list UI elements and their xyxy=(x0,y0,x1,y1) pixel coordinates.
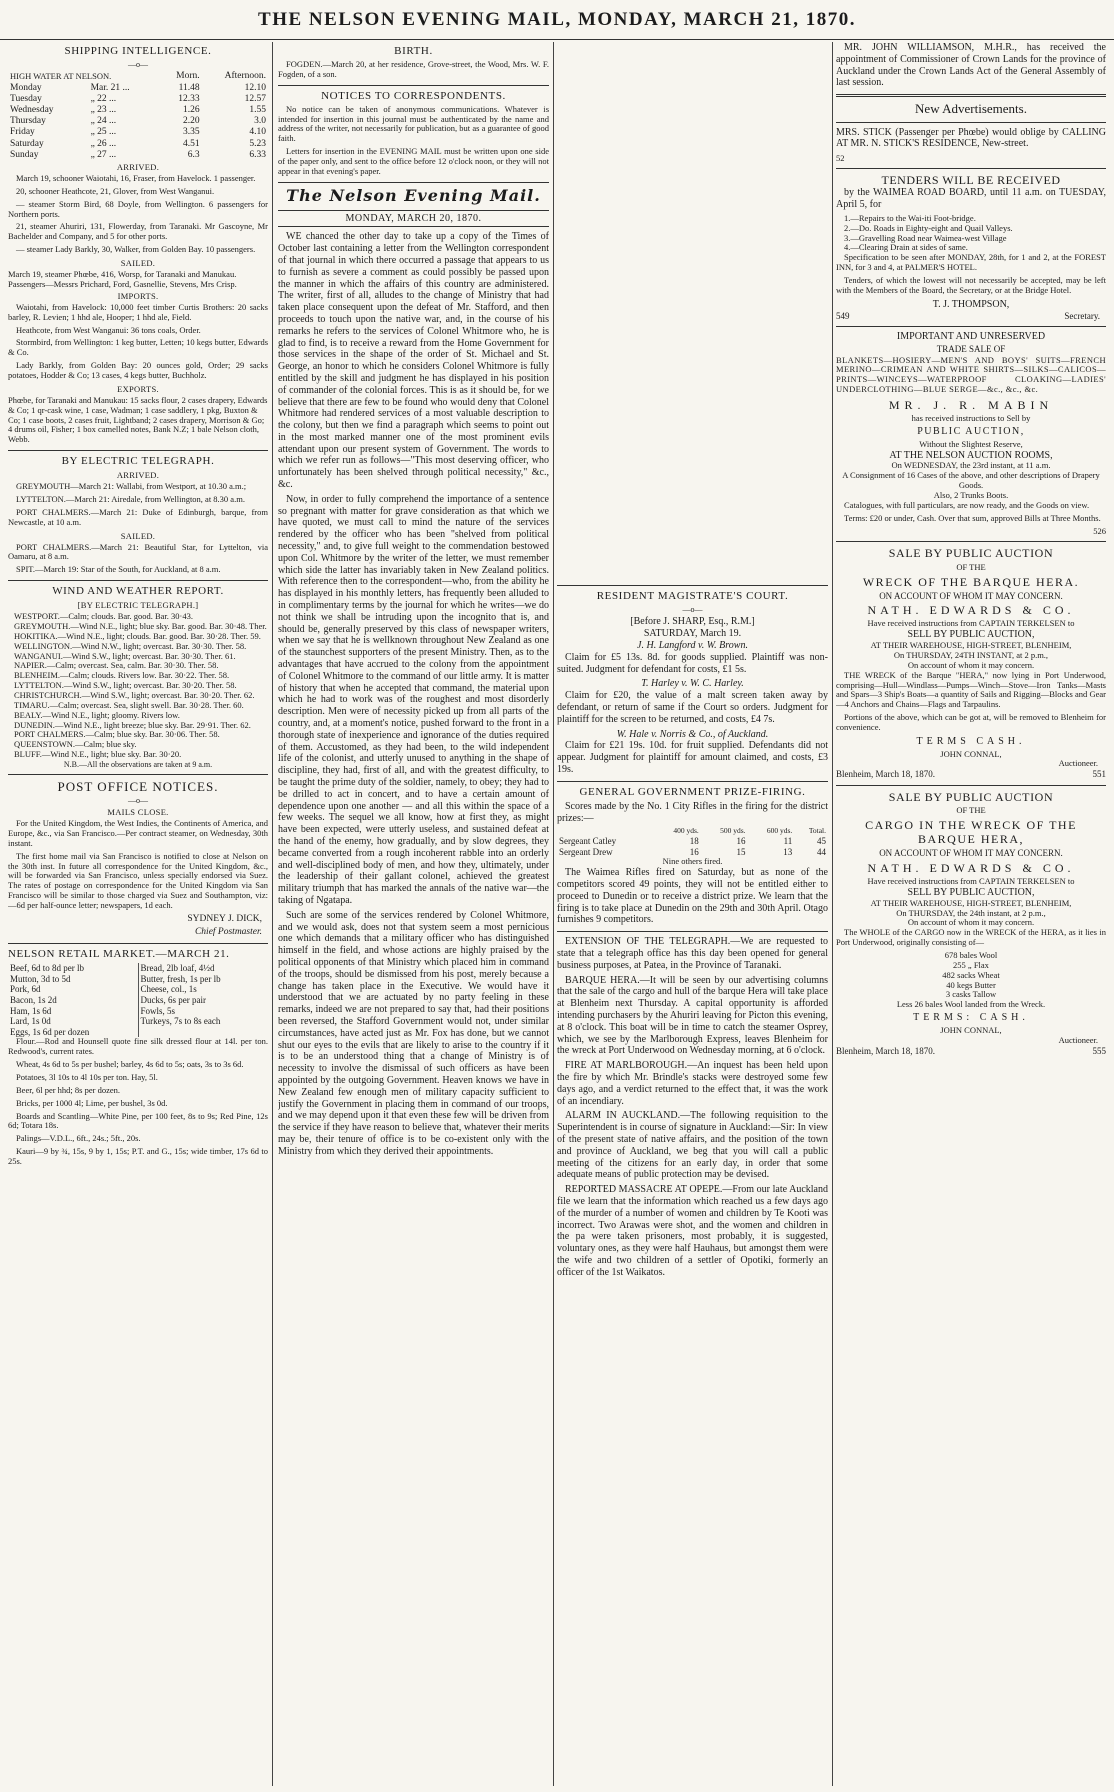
hera1-l1: Have received instructions from CAPTAIN TERKELSEN to xyxy=(867,618,1075,629)
tide-morn: 6.3 xyxy=(187,149,200,160)
tide-morn: 12.33 xyxy=(178,93,200,104)
weather-heading: WIND AND WEATHER REPORT. xyxy=(52,585,224,598)
tide-date: „ 24 ... xyxy=(90,116,117,127)
arrived-text: March 19, schooner Waiotahi, 16, Fraser, from Havelock. 1 passenger. 20, schooner Heathcote, 21, Glover, from West Wanganui. — steamer Storm Bird, 68 Doyle, from Wellington. 6 passengers for Northern ports. 21, steamer Ahuriri, 131, Flowerday, from Taranaki. Mr Gascoyne, Mr Bachelder and Company, and 5 for other ports. — steamer Lady Barkly, 30, Walker, from Golden Bay. 10 passengers. xyxy=(8,173,268,255)
mabin-l5: On WEDNESDAY, the 23rd instant, at 11 a.m. xyxy=(891,460,1051,471)
score-cell: Sergeant Drew xyxy=(559,846,613,857)
birth-text: FOGDEN.—March 20, at her residence, Grove-street, the Wood, Mrs. W. F. Fogden, of a son. xyxy=(278,58,549,79)
column-rule xyxy=(832,42,833,1786)
hera2-l2: SELL BY PUBLIC AUCTION, xyxy=(907,886,1035,898)
hera2-t1: SALE BY PUBLIC AUCTION xyxy=(888,789,1054,804)
cargo-item: 678 bales Wool xyxy=(944,949,998,960)
hera1-l2: SELL BY PUBLIC AUCTION, xyxy=(907,629,1035,641)
ad-stick-num: 52 xyxy=(836,153,845,164)
mabin-num: 526 xyxy=(1093,525,1106,536)
divider xyxy=(557,931,828,932)
hera2-footer xyxy=(836,1046,1106,1057)
market-row xyxy=(8,984,268,995)
leader-para-3: Such are some of the services rendered by Colonel Whitmore, and we would ask, does not that system seem a most pernicious one which demands that a military officer who has distinguished himself in the field, and whose actions are highly praised by the political opponents of that Ministry which placed him in command of the troops, should be dismissed from his post, merely because a change has taken place in the Executive. We would have it understood that we are actuated by no party feeling in these remarks, indeed we are not prepared to say that, had their positions been reversed, the Stafford Government would not, under similar circumstances, have acted just as Mr. Fox has done, but we cannot shut our eyes to the evils that are likely to arise to the country if it is to be an understood thing that a change of Ministry is of necessity to involve the dismissal of such officers as have been appointed by the outgoing Government. Heaven knows we have in New Zealand few enough men of military capacity sufficient to justify the Government in placing them in command of our troops, and we may depend upon it that even these few will be driven from the service if they have reason to believe that, whatever their merits may be, their tenure of office is to be co-existent only with the Ministry from which they derived their appointments. xyxy=(278,909,549,1157)
post-p2: The first home mail via San Francisco is notified to close at Nelson on the 30th inst. In future all correspondence for the United Kingdom, &c., will be forwarded via San Francisco, unless specially endorsed via Suez. The rates of postage on correspondence for the United Kingdom via San Francisco will be similar to those charged via Suez and Southampton, viz:—6d per half-ounce letter; newspapers, 1d each. xyxy=(8,850,268,910)
weather-line: WANGANUI.—Wind S.W., light; overcast. Bar. 30·30. Ther. 61. xyxy=(14,650,236,661)
tel-sailed-text: PORT CHALMERS.—March 21: Beautiful Star, for Lyttelton, via Oamaru, at 8 a.m. SPIT.—March 19: Star of the South, for Auckland, at 8 a.m. xyxy=(8,541,268,575)
tide-day: Friday xyxy=(10,127,35,138)
weather-line: NAPIER.—Calm; overcast. Sea, calm. Bar. 30·30. Ther. 58. xyxy=(14,660,219,671)
hera1-l4: On THURSDAY, 24TH INSTANT, at 2 p.m., xyxy=(893,649,1049,660)
mabin-top1: IMPORTANT AND UNRESERVED xyxy=(896,331,1046,343)
column-3 xyxy=(557,42,828,1786)
hera1-t1: SALE BY PUBLIC AUCTION xyxy=(888,546,1054,561)
market-cell: Pork, 6d xyxy=(10,984,41,995)
tender-items xyxy=(836,214,1106,253)
case3-title: W. Hale v. Norris & Co., of Auckland. xyxy=(616,728,769,740)
case1-title: J. H. Langford v. W. Brown. xyxy=(637,640,748,651)
market-row xyxy=(8,1006,268,1017)
arrived-heading: ARRIVED. xyxy=(116,162,160,173)
mabin-name: MR. J. R. MABIN xyxy=(888,398,1054,412)
weather-line: LYTTELTON.—Wind S.W., light; overcast. Bar. 30·20. Ther. 58. xyxy=(14,680,237,691)
divider xyxy=(836,541,1106,542)
divider xyxy=(557,781,828,782)
post-p1: For the United Kingdom, the West Indies, the Continents of America, and Europe, &c., via San Francisco.—Per contract steamer, on Wednesday, 30th instant. xyxy=(8,818,268,848)
weather-line: TIMARU.—Calm; overcast. Sea, slight swell. Bar. 30·28. Ther. 60. xyxy=(14,699,244,710)
tenders-intro: by the WAIMEA ROAD BOARD, until 11 a.m. on TUESDAY, April 5, for xyxy=(836,187,1106,211)
score-cell: 16 xyxy=(736,836,746,847)
market-cell: Ham, 1s 6d xyxy=(10,1005,52,1016)
tide-row xyxy=(8,116,268,127)
market-cell: Mutton, 3d to 5d xyxy=(10,973,71,984)
tide-row xyxy=(8,139,268,150)
weather-report xyxy=(8,612,268,760)
tide-row xyxy=(8,150,268,161)
market-heading: NELSON RETAIL MARKET.—MARCH 21. xyxy=(8,948,230,961)
hera2-num: 555 xyxy=(1092,1045,1106,1056)
score-header: 500 yds. xyxy=(720,826,746,836)
news-telegraph: EXTENSION OF THE TELEGRAPH.—We are requested to state that a telegraph office has this day been opened for general business purposes, at Patea, in the Province of Taranaki. xyxy=(557,936,828,971)
tide-day: Wednesday xyxy=(10,105,54,116)
cargo-item: 482 sacks Wheat xyxy=(942,969,1000,980)
tender-item: 3.—Gravelling Road near Waimea-west Village xyxy=(844,232,1007,243)
score-header xyxy=(557,827,654,836)
tenders-role: Secretary. xyxy=(1064,310,1100,321)
weather-note: N.B.—All the observations are taken at 9 a.m. xyxy=(63,760,213,770)
mabin-top2: TRADE SALE OF xyxy=(936,343,1006,354)
news-hera: BARQUE HERA.—It will be seen by our advertising columns that the sale of the cargo and hull of the barque Hera will take place at Blenheim next Thursday. A capital opportunity is afforded intending purchasers by the Ahuriri leaving for Picton this evening, at 8 o'clock. This boat will be in time to catch the steamer Osprey, which, we see by the Marlborough Express, leaves Blenheim for the wreck at Port Underwood on Wednesday morning, at 6 o'clock. xyxy=(557,974,828,1057)
hera1-role: Auctioneer. xyxy=(1058,758,1098,769)
hera2-less: Less 26 bales Wool landed from the Wreck. xyxy=(896,999,1046,1010)
hera1-l7: Portions of the above, which can be got at, will be removed to Blenheim for convenience. xyxy=(836,712,1106,732)
tide-date: „ 23 ... xyxy=(90,105,117,116)
tide-date: „ 25 ... xyxy=(90,127,117,138)
weather-line: GREYMOUTH.—Wind N.E., light; blue sky. Bar. good. Bar. 30·48. Ther. xyxy=(14,621,267,631)
tide-day: Monday xyxy=(10,82,42,93)
prize-note: Nine others fired. xyxy=(662,856,723,867)
score-cell: 44 xyxy=(817,846,826,857)
divider xyxy=(836,326,1106,327)
divider xyxy=(8,943,268,944)
weather-line: CHRISTCHURCH.—Wind S.W., light; overcast. Bar. 30·20. Ther. 62. xyxy=(14,690,255,701)
hera1-place: Blenheim, March 18, 1870. xyxy=(836,769,935,780)
mabin-l8: Catalogues, with full particulars, are now ready, and the Goods on view. xyxy=(844,499,1090,510)
nameplate: The Nelson Evening Mail. xyxy=(286,185,541,205)
tide-caption: HIGH WATER AT NELSON. xyxy=(10,71,112,82)
hera1-footer xyxy=(836,769,1106,780)
tide-row xyxy=(8,83,268,94)
tide-aft: 4.10 xyxy=(249,127,266,138)
tide-aft: 1.55 xyxy=(249,105,266,116)
hera2-t3: CARGO IN THE WRECK OF THE BARQUE HERA, xyxy=(865,817,1077,847)
mabin-l3: Without the Slightest Reserve, xyxy=(919,438,1023,449)
post-heading: POST OFFICE NOTICES. xyxy=(57,779,219,795)
prize-intro: Scores made by the No. 1 City Rifles in the firing for the district prizes:— xyxy=(557,800,828,824)
prize-text: The Waimea Rifles fired on Saturday, but as none of the competitors scored 49 points, they will not be entitled either to proceed to Dunedin or to receive a district prize. We learn that the firing is to take place at Dunedin on the 29th and 30th April. Otago furnishes 9 competitors. xyxy=(557,867,828,926)
sailed-text: March 19, steamer Phœbe, 416, Worsp, for Taranaki and Manukau. Passengers—Messrs Prichard, Ford, Gasnellie, Stevens, Mrs Crisp. xyxy=(8,269,237,289)
divider xyxy=(8,580,268,581)
leader-date: MONDAY, MARCH 20, 1870. xyxy=(345,212,482,224)
williamson-notice: MR. JOHN WILLIAMSON, M.H.R., has received the appointment of Commissioner of Crown Lands for the province of Auckland under the Crown Lands Act of the General Assembly of last session. xyxy=(836,42,1106,89)
tide-aft-header: Afternoon. xyxy=(224,71,266,82)
mabin-terms: Terms: £20 or under, Cash. Over that sum, approved Bills at Three Months. xyxy=(844,512,1101,523)
prize-heading: GENERAL GOVERNMENT PRIZE-FIRING. xyxy=(579,785,806,798)
score-header: Total. xyxy=(808,826,826,836)
divider xyxy=(836,785,1106,786)
exports-heading: EXPORTS. xyxy=(117,383,159,394)
tenders-title: TENDERS WILL BE RECEIVED xyxy=(881,173,1061,188)
tide-date: „ 22 ... xyxy=(90,93,117,104)
tide-morn: 2.20 xyxy=(183,116,200,127)
market-table xyxy=(8,963,268,1037)
news-fire: FIRE AT MARLBOROUGH.—An inquest has been held upon the fire by which Mr. Brindle's stacks were destroyed some few days ago, and a verdict returned to the effect that, it was the work of an incendiary. xyxy=(557,1060,828,1107)
weather-line: QUEENSTOWN.—Calm; blue sky. xyxy=(14,739,137,750)
column-1 xyxy=(8,42,268,1786)
weather-line: WELLINGTON.—Wind N.W., light; overcast. Bar. 30·30. Ther. 58. xyxy=(14,640,247,651)
masthead xyxy=(0,0,1114,40)
weather-line: BLUFF.—Wind N.E., light; blue sky. Bar. 30·20. xyxy=(14,749,182,760)
mabin-l7: Also, 2 Trunks Boots. xyxy=(933,490,1009,501)
cargo-item: 3 casks Tallow xyxy=(945,989,997,1000)
divider xyxy=(557,585,828,586)
score-cell: 16 xyxy=(689,846,699,857)
hera2-sig: JOHN CONNAL, xyxy=(940,1024,1002,1035)
market-cell: Beef, 6d to 8d per lb xyxy=(10,963,84,974)
score-table xyxy=(557,827,828,857)
tenders-p1: Specification to be seen after MONDAY, 28th, for 1 and 2, at the FOREST INN, for 3 and 4, at PALMER'S HOTEL. xyxy=(836,252,1106,273)
court-before: [Before J. SHARP, Esq., R.M.] xyxy=(630,616,755,628)
tide-aft: 12.57 xyxy=(244,93,266,104)
mabin-goods: BLANKETS—HOSIERY—MEN'S AND BOYS' SUITS—FRENCH MERINO—CRIMEAN AND WHITE SHIRTS—SILKS—CALICOS—PRINTS—WINCEYS—WATERPROOF CLOAKING—LADIES' UNDERCLOTHING—BLUE SERGE—&c., &c., &c. xyxy=(836,354,1106,395)
market-cell: Ducks, 6s per pair xyxy=(138,995,268,1006)
hera2-role: Auctioneer. xyxy=(1058,1034,1098,1045)
market-cell: Eggs, 1s 6d per dozen xyxy=(10,1026,90,1037)
tender-item: 1.—Repairs to the Wai-iti Foot-bridge. xyxy=(844,212,976,223)
ornament: —o— xyxy=(682,604,703,614)
market-cell: Lard, 1s 0d xyxy=(10,1016,51,1027)
hera1-terms: TERMS CASH. xyxy=(916,735,1026,747)
hera2-place: Blenheim, March 18, 1870. xyxy=(836,1045,935,1056)
divider xyxy=(8,774,268,775)
tide-day: Sunday xyxy=(10,149,39,160)
tender-item: 2.—Do. Roads in Eighty-eight and Quail Valleys. xyxy=(844,222,1013,233)
hera2-t4: ON ACCOUNT OF WHOM IT MAY CONCERN. xyxy=(879,848,1063,859)
market-row xyxy=(8,963,268,974)
case1-text: Claim for £5 13s. 8d. for goods supplied. Plaintiff was non-suited. Judgment for defendant for costs, £1 5s. xyxy=(557,651,828,675)
imports-heading: IMPORTS. xyxy=(117,290,159,301)
tenders-p2: Tenders, of which the lowest will not necessarily be accepted, may be left with the Members of the Board, the Secretary, or at the Bridge Hotel. xyxy=(836,275,1106,295)
weather-sub: [BY ELECTRIC TELEGRAPH.] xyxy=(77,600,199,611)
tide-row xyxy=(8,94,268,105)
weather-line: DUNEDIN.—Wind N.E., light breeze; blue sky. Bar. 29·91. Ther. 62. xyxy=(14,719,251,730)
hera2-l5: On account of whom it may concern. xyxy=(907,917,1035,928)
hera1-l3: AT THEIR WAREHOUSE, HIGH-STREET, BLENHEIM, xyxy=(870,640,1072,651)
divider xyxy=(8,450,268,451)
tide-row xyxy=(8,105,268,116)
score-cell: 15 xyxy=(736,846,746,857)
case2-text: Claim for £20, the value of a malt screen taken away by defendant, or return of same if the Court so orders. Judgment for plaintiff for the screen to be returned, and costs, £4 7s. xyxy=(557,690,828,725)
correspondents-heading: NOTICES TO CORRESPONDENTS. xyxy=(321,89,506,102)
score-cell: Sergeant Catley xyxy=(559,836,617,847)
leader-continuation-space xyxy=(557,42,828,580)
correspondents-p1: No notice can be taken of anonymous communications. Whatever is intended for insertion in this journal must be authenticated by the name and address of the writer, not necessarily for publication, but as a guarantee of good faith. xyxy=(278,103,549,144)
hera1-t4: ON ACCOUNT OF WHOM IT MAY CONCERN. xyxy=(879,590,1063,601)
market-text: Flour.—Rod and Hounsell quote fine silk dressed flour at 14l. per ton. Redwood's, current rates. Wheat, 4s 6d to 5s per bushel; barley, 4s 6d to 5s; oats, 3s to 3s 6d. Potatoes, 3l 10s to 4l 10s per ton. Hay, 5l. Beer, 6l per hhd; 8s per dozen. Bricks, per 1000 4l; Lime, per bushel, 3s 0d. Boards and Scantling—White Pine, per 100 feet, 8s to 9s; Red Pine, 12s 6d; Totara 18s. Palings—V.D.L., 6ft., 24s.; 5ft., 20s. Kauri—9 by ¾, 15s, 9 by 1, 15s; P.T. and G., 15s; wide timber, 17s 6d to 25s. xyxy=(8,1036,268,1167)
divider xyxy=(836,168,1106,169)
market-row xyxy=(8,1016,268,1027)
market-cell: Cheese, col., 1s xyxy=(138,984,268,995)
weather-line: HOKITIKA.—Wind N.E., light; clouds. Bar. good. Bar. 30·28. Ther. 59. xyxy=(14,630,261,641)
tel-arrived-text: GREYMOUTH—March 21: Wallabi, from Westport, at 10.30 a.m.; LYTTELTON.—March 21: Airedale, from Wellington, at 8.30 a.m. PORT CHALMERS.—March 21: Duke of Edinburgh, barque, from Newcastle, at 10 a.m. xyxy=(8,481,268,527)
tide-table xyxy=(8,71,268,161)
market-cell: Bacon, 1s 2d xyxy=(10,995,57,1006)
mabin-l2: PUBLIC AUCTION, xyxy=(917,426,1025,438)
birth-heading: BIRTH. xyxy=(394,45,433,57)
hera2-firm: NATH. EDWARDS & CO. xyxy=(867,860,1075,875)
court-date: SATURDAY, March 19. xyxy=(643,628,742,640)
news-massacre: REPORTED MASSACRE AT OPEPE.—From our late Auckland file we learn that the information which reached us a few days ago of the murder of a number of women and children by Te Kooti was incorrect. Two Arawas were shot, and the women and children in the pa were taken prisoners, most probably, it is suggested, voluntary ones, as they were half Hauhaus, but amongst them were the wife and two children of a settler of Opotiki, formerly an officer of the 1st Waikatos. xyxy=(557,1184,828,1278)
tide-day: Saturday xyxy=(10,138,44,149)
divider xyxy=(278,85,549,86)
hera1-num: 551 xyxy=(1092,769,1106,780)
column-rule xyxy=(553,42,554,1786)
score-row xyxy=(557,836,828,847)
score-header: 600 yds. xyxy=(766,826,793,836)
hera1-t3: WRECK OF THE BARQUE HERA. xyxy=(862,574,1080,589)
market-cell: Butter, fresh, 1s per lb xyxy=(138,974,268,985)
cargo-item: 40 kegs Butter xyxy=(946,979,996,990)
hera2-terms: TERMS: CASH. xyxy=(913,1012,1029,1024)
tide-aft: 12.10 xyxy=(244,82,266,93)
tide-morn: 3.35 xyxy=(183,127,200,138)
hera2-l4: On THURSDAY, the 24th instant, at 2 p.m., xyxy=(896,907,1046,918)
mabin-l1: has received instructions to Sell by xyxy=(911,413,1031,424)
tenders-num: 549 xyxy=(836,310,850,321)
newspaper-title: THE NELSON EVENING MAIL, MONDAY, MARCH 21, 1870. xyxy=(258,9,856,30)
imports-text: Waiotahi, from Havelock: 10,000 feet timber Curtis Brothers: 20 sacks barley, R. Levien; 1 hhd ale, Hooper; 1 hhd ale, Field. Heathcote, from West Wanganui: 36 tons coals, Order. Stormbird, from Wellington: 1 keg butter, Letten; 10 kegs butter, Edwards & Co. Lady Barkly, from Golden Bay: 20 ounces gold, Order; 29 sacks potatoes, Hodder & Co; 13 cases, 4 kegs butter, Buchholz. xyxy=(8,301,268,380)
divider xyxy=(278,182,549,183)
divider xyxy=(836,94,1106,97)
market-cell: Turkeys, 7s to 8s each xyxy=(138,1016,268,1027)
column-rule xyxy=(272,42,273,1786)
cargo-list xyxy=(836,951,1106,1000)
leader-para-2: Now, in order to fully comprehend the importance of a sentence so pregnant with matter for grave consideration as that which we have quoted, we must call to mind the nature of the services rendered by the officer who has been "shelved from political necessity," and, to give full weight to the commendation bestowed upon Col. Whitmore by the writer of the letter, we must remember which side the latter has invariably taken in New Zealand politics. With reference then to the correspondent—who, from the ability he has displayed in his monthly letters, has frequently been alluded to in complimentary terms by the journal for which he writes—we do not think we shall be intruding upon the incognito that is, and should be, generally preserved by this class of newspaper writers, when we say that he is wellknown throughout New Zealand as one of the staunchest supporters of the present Ministry. Then, as to the advantages that have accrued to the colony from the appointment of Colonel Whitmore to the command of our little army. It is matter of history that when he accepted that command, the material upon which he had to work was of the roughest and most disorderly description. Men were of necessity picked up from all parts of the country, and, at a moment's notice, pushed forward to the front in a thorough state of inexperience and ignorance of the duties required of them. Accustomed, as they had been, to the wild independent life of the colonist, and utterly unused to anything in the shape of discipline, they had, first of all, and with the greatest difficulty, to be taught the prime duty of the soldier, namely, to obey; they had to be drilled to act in concert, and to have a certain amount of dependence upon one another — and all this within the space of a few weeks. The sequel we all know, how at first they, as might have been expected, were utterly useless, and sustained defeat at the hand of the enemy, how gradually, and by slow degrees, they became converted from a rough incoherent rabble into an orderly and well-disciplined body of men, and how they, ultimately, under the leadership of their gallant colonel, achieved the greatest military triumph that has marked the annals of the native war—the taking of Ngatapa. xyxy=(278,493,549,906)
tide-aft: 6.33 xyxy=(249,149,266,160)
hera1-t2: OF THE xyxy=(956,561,986,572)
tel-arrived-heading: ARRIVED. xyxy=(116,470,160,481)
tide-morn-header: Morn. xyxy=(176,71,200,82)
tel-sailed-heading: SAILED. xyxy=(120,530,156,541)
tide-morn: 4.51 xyxy=(183,138,200,149)
score-header: 400 yds. xyxy=(673,826,699,836)
news-alarm: ALARM IN AUCKLAND.—The following requisition to the Superintendent is in course of signature in Auckland:—Sir: In view of the present state of native affairs, and the position of the town and province of Auckland, we beg that you will call a public meeting of the citizens for an early day, in order that some adequate means of public protection may be devised. xyxy=(557,1110,828,1181)
tide-day: Tuesday xyxy=(10,93,42,104)
case3-text: Claim for £21 19s. 10d. for fruit supplied. Defendants did not appear. Judgment for plaintiff for amount claimed, and costs, £3 19s. xyxy=(557,740,828,775)
score-cell: 13 xyxy=(783,846,793,857)
market-row xyxy=(8,995,268,1006)
tide-morn: 1.26 xyxy=(183,105,200,116)
market-row xyxy=(8,974,268,985)
score-cell: 11 xyxy=(783,836,793,847)
mabin-l4: AT THE NELSON AUCTION ROOMS, xyxy=(889,449,1053,461)
tide-morn: 11.48 xyxy=(178,82,200,93)
new-ads-heading: New Advertisements. xyxy=(915,101,1027,117)
hera1-firm: NATH. EDWARDS & CO. xyxy=(867,603,1075,618)
sailed-heading: SAILED. xyxy=(120,258,156,269)
ornament: —o— xyxy=(128,59,148,69)
weather-line: PORT CHALMERS.—Calm; blue sky. Bar. 30·06. Ther. 58. xyxy=(14,729,220,740)
hera2-l6: The WHOLE of the CARGO now in the WRECK of the HERA, as it lies in Port Underwood, originally consisting of— xyxy=(836,927,1106,948)
market-cell: Bread, 2lb loaf, 4½d xyxy=(138,963,268,974)
weather-line: BLENHEIM.—Calm; clouds. Rivers low. Bar. 30·22. Ther. 58. xyxy=(14,670,230,681)
ad-stick-text: MRS. STICK (Passenger per Phœbe) would oblige by CALLING AT MR. N. STICK'S RESIDENCE, New-street. xyxy=(836,126,1106,150)
hera1-l5: On account of whom it may concern. xyxy=(907,659,1035,670)
divider xyxy=(836,122,1106,123)
market-cell: Fowls, 5s xyxy=(138,1006,268,1017)
weather-line: WESTPORT.—Calm; clouds. Bar. good. Bar. 30·43. xyxy=(14,611,194,622)
hera2-t2: OF THE xyxy=(956,805,986,816)
cargo-item: 255 „ Flax xyxy=(953,959,989,970)
post-sig1: SYDNEY J. DICK, xyxy=(187,913,262,924)
leader-para-1: WE chanced the other day to take up a copy of the Times of October last containing a letter from the Wellington correspondent of that journal in which there occurred a passage that appears to us to furnish as severe a comment as could possibly be passed upon the manner in which the affairs of this country are administered. The writer, first of all, alludes to the change of Ministry that had taken place consequent upon the defeat of Mr. Stafford, and then proceeds to touch upon the native war, and, in the course of his remarks he refers to the services of Colonel Whitmore who, he is glad to find, is to receive a reward from the Home Government for those services in the shape of the order of St. Michael and St. George, an honor to which he considers Colonel Whitmore is fully entitled by the skill and judgment he has displayed in his position of commander of the colonial forces. This is as it should be, for we believe that there are few to be found who would deny that Colonel Whitmore had rendered services of a most valuable description to the colony, but then we find a paragraph which seems to point out in the most marked manner one of the most prominent evils attendant upon our present system of Government. The words to which we refer run as follows—"This most deserving officer, who unfortunately has been shelved through political necessity," &c., &c. xyxy=(278,231,549,491)
tide-date: Mar. 21 ... xyxy=(90,82,130,93)
divider xyxy=(278,226,549,227)
exports-text: Phœbe, for Taranaki and Manukau: 15 sacks flour, 2 cases drapery, Edwards & Co; 1 qr-cask wine, 1 case, Wadman; 1 case saddlery, 1 pkg, Buxton & Co; 1 case boots, 2 cases fruit, Lightband; 2 cases drapery, Morrison & Go; 4 drums oil, Fisher; 1 box camelled notes, Bank N.Z; 1 bale Nelson cloth, Webb. xyxy=(8,394,268,445)
score-header-row xyxy=(557,827,828,836)
divider xyxy=(278,210,549,211)
column-4 xyxy=(836,42,1106,1786)
tide-row xyxy=(8,127,268,138)
tide-date: „ 27 ... xyxy=(90,149,117,160)
hera1-l6: THE WRECK of the Barque "HERA," now lying in Port Underwood, comprising—Hull—Windlass—Pumps—Winch—Stove—Iron Tanks—Masts and Spars—3 Ship's Boats—a quantity of Sails and Rigging—Blocks and Gear—4 Anchors and Chains—Flags and Tarpaulins. xyxy=(836,669,1106,710)
weather-line: BEALY.—Wind N.E., light; gloomy. Rivers low. xyxy=(14,709,180,720)
hera2-l1: Have received instructions from CAPTAIN TERKELSEN to xyxy=(867,876,1075,887)
case2-title: T. Harley v. W. C. Harley. xyxy=(641,678,744,690)
ornament: —o— xyxy=(128,795,148,805)
tide-date: „ 26 ... xyxy=(90,138,117,149)
tide-aft: 3.0 xyxy=(254,116,266,127)
tenders-sig: T. J. THOMPSON, xyxy=(932,298,1010,310)
tide-day: Thursday xyxy=(10,116,46,127)
score-cell: 18 xyxy=(689,836,699,847)
post-sub: MAILS CLOSE. xyxy=(107,807,169,818)
tender-item: 4.—Clearing Drain at sides of same. xyxy=(844,242,968,253)
score-cell: 45 xyxy=(817,836,826,847)
tide-aft: 5.23 xyxy=(249,138,266,149)
hera2-l3: AT THEIR WAREHOUSE, HIGH-STREET, BLENHEIM, xyxy=(870,897,1072,908)
column-2 xyxy=(278,42,549,1786)
post-sig2: Chief Postmaster. xyxy=(194,927,262,938)
mabin-l6: A Consignment of 16 Cases of the above, and other descriptions of Drapery Goods. xyxy=(842,470,1100,491)
tenders-footer xyxy=(836,311,1106,322)
hera1-sig: JOHN CONNAL, xyxy=(940,748,1002,759)
shipping-heading: SHIPPING INTELLIGENCE. xyxy=(64,45,212,57)
court-heading: RESIDENT MAGISTRATE'S COURT. xyxy=(596,590,789,602)
correspondents-p2: Letters for insertion in the EVENING MAIL must be written upon one side of the paper only, and sent to the office before 12 o'clock noon, or they will not appear in that evening's paper. xyxy=(278,146,549,176)
telegraph-heading: BY ELECTRIC TELEGRAPH. xyxy=(61,455,215,468)
